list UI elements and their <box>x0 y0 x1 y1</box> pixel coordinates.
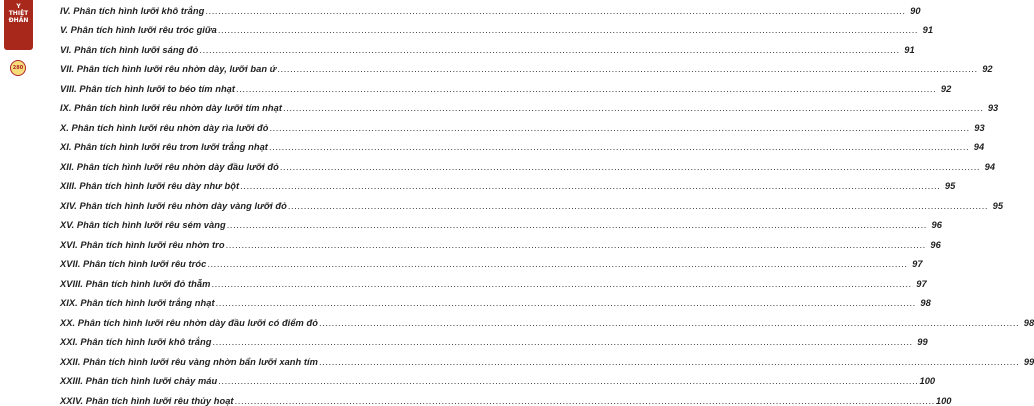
dot-leader: ............................................................................................................................................................................................................................ <box>287 200 989 211</box>
toc-entry-title: XVII. Phân tích hình lưỡi rêu tróc <box>60 259 207 269</box>
toc-entry[interactable] <box>60 367 936 387</box>
toc-entry-title: X. Phân tích hình lưỡi rêu nhờn dày rìa lưỡi đỏ <box>60 122 269 133</box>
toc-entry-title: XXI. Phân tích hình lưỡi khô trắng <box>60 337 212 347</box>
toc-entry[interactable] <box>60 386 952 406</box>
dot-leader: ............................................................................................................................................................................................................................ <box>240 181 941 191</box>
toc-entry-title: VII. Phân tích hình lưỡi rêu nhờn dày, lưỡi ban ứ <box>60 64 277 74</box>
dot-leader: ............................................................................................................................................................................................................................ <box>205 5 906 16</box>
toc-entry-page: 92 <box>982 64 993 74</box>
chapter-sidebar <box>0 0 37 80</box>
toc-entry-page: 94 <box>973 142 985 152</box>
toc-entry[interactable] <box>60 211 942 231</box>
toc-entry[interactable] <box>60 269 927 289</box>
toc-entry-page: 97 <box>912 259 923 269</box>
toc-entry-title: XX. Phân tích hình lưỡi rêu nhờn dày đầu lưỡi có điểm đỏ <box>60 317 318 328</box>
table-of-contents <box>60 0 1034 406</box>
dot-leader: ............................................................................................................................................................................................................................ <box>234 395 935 406</box>
dot-leader: ............................................................................................................................................................................................................................ <box>283 103 984 113</box>
toc-entry-page: 100 <box>919 376 936 386</box>
toc-entry-page: 91 <box>922 25 934 35</box>
toc-entry-page: 93 <box>987 103 999 113</box>
toc-entry[interactable] <box>60 250 923 270</box>
dot-leader: ............................................................................................................................................................................................................................ <box>225 239 926 250</box>
toc-entry-page: 96 <box>930 239 941 250</box>
toc-entry-page: 98 <box>920 298 931 308</box>
band-line: Y <box>16 3 21 10</box>
dot-leader: ............................................................................................................................................................................................................................ <box>217 25 919 35</box>
dot-leader: ............................................................................................................................................................................................................................ <box>319 356 1020 367</box>
dot-leader: ............................................................................................................................................................................................................................ <box>211 278 912 289</box>
toc-entry-page: 91 <box>904 44 915 55</box>
toc-entry-title: XXII. Phân tích hình lưỡi rêu vàng nhờn bẩn lưỡi xanh tím <box>60 356 318 367</box>
toc-entry[interactable] <box>60 0 921 16</box>
dot-leader: ............................................................................................................................................................................................................................ <box>236 83 937 94</box>
dot-leader: ............................................................................................................................................................................................................................ <box>212 337 913 347</box>
dot-leader: ............................................................................................................................................................................................................................ <box>268 142 970 152</box>
toc-entry-title: VI. Phân tích hình lưỡi sáng đỏ <box>60 44 199 55</box>
toc-entry[interactable] <box>60 289 931 309</box>
toc-entry-page: 96 <box>931 220 942 230</box>
dot-leader: ............................................................................................................................................................................................................................ <box>279 161 981 172</box>
toc-entry-title: V. Phân tích hình lưỡi rêu tróc giữa <box>60 25 217 35</box>
dot-leader: ............................................................................................................................................................................................................................ <box>318 317 1020 328</box>
toc-entry[interactable] <box>60 35 915 55</box>
toc-entry[interactable] <box>60 347 1034 367</box>
dot-leader: ............................................................................................................................................................................................................................ <box>199 44 900 55</box>
toc-entry-title: XIX. Phân tích hình lưỡi trắng nhạt <box>60 298 215 308</box>
toc-entry-title: XII. Phân tích hình lưỡi rêu nhờn dày đầu lưỡi đỏ <box>60 161 279 172</box>
dot-leader: ............................................................................................................................................................................................................................ <box>277 64 978 74</box>
toc-entry-title: XXIV. Phân tích hình lưỡi rêu thủy hoạt <box>60 395 234 406</box>
toc-entry-title: XI. Phân tích hình lưỡi rêu trơn lưỡi trắng nhạt <box>60 142 268 152</box>
band-line: ĐHÂN <box>8 17 29 24</box>
toc-entry[interactable] <box>60 94 999 114</box>
dot-leader: ............................................................................................................................................................................................................................ <box>226 220 927 230</box>
toc-entry[interactable] <box>60 230 941 250</box>
toc-entry-page: 100 <box>935 395 952 406</box>
toc-entry-page: 94 <box>984 161 996 172</box>
band-line: THIỆT <box>8 10 29 17</box>
toc-entry[interactable] <box>60 16 934 36</box>
toc-entry-page: 90 <box>910 5 921 16</box>
toc-entry[interactable] <box>60 308 1034 328</box>
toc-entry-page: 93 <box>974 122 985 133</box>
dot-leader: ............................................................................................................................................................................................................................ <box>207 259 908 269</box>
toc-entry[interactable] <box>60 152 996 172</box>
toc-entry-page: 98 <box>1023 317 1034 328</box>
toc-entry-page: 95 <box>992 200 1004 211</box>
toc-entry-title: IX. Phân tích hình lưỡi rêu nhờn dày lưỡi tím nhạt <box>60 103 282 113</box>
toc-entry[interactable] <box>60 191 1004 211</box>
toc-entry-title: XIII. Phân tích hình lưỡi rêu dày như bột <box>60 181 240 191</box>
toc-entry[interactable] <box>60 172 956 192</box>
toc-entry-title: XXIII. Phân tích hình lưỡi chảy máu <box>60 376 218 386</box>
toc-entry-page: 99 <box>917 337 928 347</box>
dot-leader: ............................................................................................................................................................................................................................ <box>269 122 970 133</box>
toc-entry[interactable] <box>60 328 928 348</box>
dot-leader: ............................................................................................................................................................................................................................ <box>218 376 919 386</box>
toc-entry-title: XIV. Phân tích hình lưỡi rêu nhờn dày vàng lưỡi đỏ <box>60 200 287 211</box>
toc-entry[interactable] <box>60 55 993 75</box>
page-number-badge: 280 <box>10 60 26 76</box>
toc-entry-page: 95 <box>944 181 956 191</box>
chapter-band <box>4 0 33 50</box>
toc-entry-page: 97 <box>916 278 927 289</box>
toc-entry-title: XVI. Phân tích hình lưỡi rêu nhờn tro <box>60 239 225 250</box>
toc-entry[interactable] <box>60 133 985 153</box>
toc-entry-title: VIII. Phân tích hình lưỡi to béo tím nhạt <box>60 83 236 94</box>
toc-entry[interactable] <box>60 74 952 94</box>
toc-entry-title: IV. Phân tích hình lưỡi khô trắng <box>60 5 205 16</box>
toc-entry[interactable] <box>60 113 985 133</box>
toc-entry-page: 99 <box>1023 356 1034 367</box>
toc-entry-page: 92 <box>940 83 952 94</box>
toc-entry-title: XVIII. Phân tích hình lưỡi đỏ thẫm <box>60 278 211 289</box>
dot-leader: ............................................................................................................................................................................................................................ <box>215 298 916 308</box>
toc-entry-title: XV. Phân tích hình lưỡi rêu sém vàng <box>60 220 226 230</box>
